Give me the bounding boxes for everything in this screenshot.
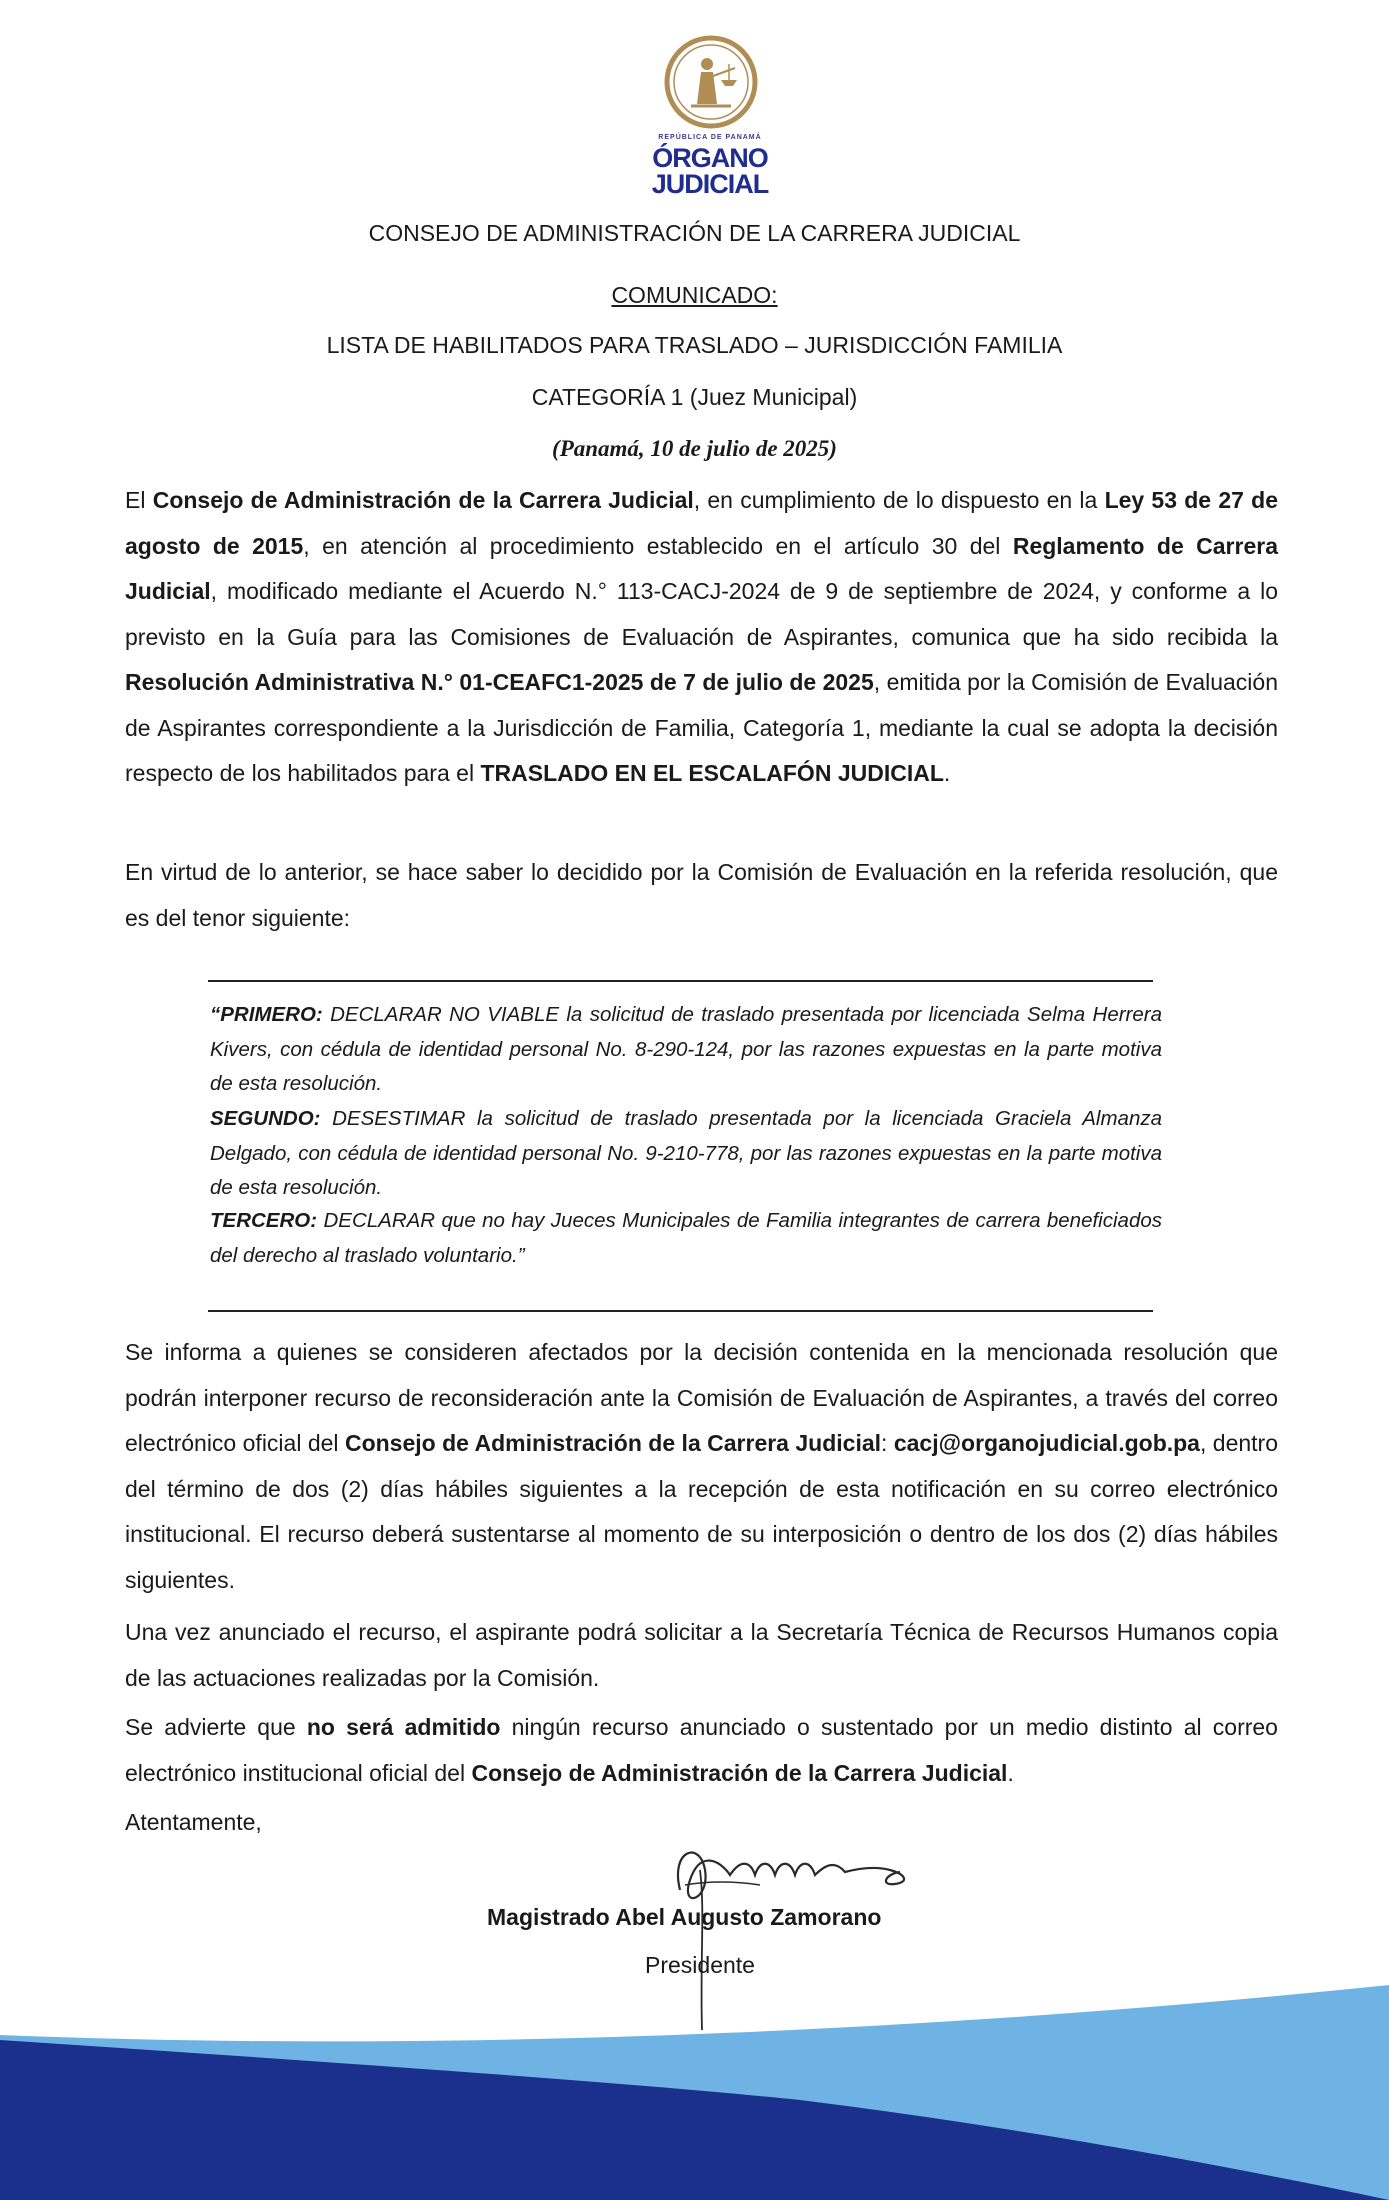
lead-in-paragraph: En virtud de lo anterior, se hace saber lo decidido por la Comisión de Evaluación en la referida resolución, que es del tenor siguiente: [125, 859, 1278, 931]
text-segment: : [881, 1430, 894, 1456]
bold-segment: TRASLADO EN EL ESCALAFÓN JUDICIAL [480, 760, 944, 786]
signatory-role: Presidente [645, 1952, 755, 1978]
copy-request-paragraph: Una vez anunciado el recurso, el aspirante podrá solicitar a la Secretaría Técnica de Recursos Humanos copia de las actuaciones realizadas por la Comisión. [125, 1619, 1278, 1691]
text-segment: Se advierte que [125, 1714, 307, 1740]
intro-paragraph [125, 478, 1278, 797]
resolution-item-primero [210, 998, 1162, 1102]
logo-republic-text: REPÚBLICA DE PANAMÁ [658, 134, 762, 141]
text-segment: , en atención al procedimiento establecido en el artículo 30 del [303, 532, 1013, 559]
text-segment: . [1007, 1759, 1014, 1786]
category-heading: CATEGORÍA 1 (Juez Municipal) [531, 384, 858, 410]
item-text: DECLARAR NO VIABLE la solicitud de traslado presentada por licenciada Selma Herrera Kivers, con cédula de identidad personal No. 8-290-124, por las razones expuestas en la parte motiva de esta resolución. [210, 1003, 1162, 1095]
bold-segment: Consejo de Administración de la Carrera Judicial [471, 1759, 1008, 1786]
text-segment: , en cumplimiento de lo dispuesto en la [693, 487, 1105, 513]
warning-paragraph [125, 1705, 1278, 1796]
text-segment: El [125, 487, 153, 513]
signatory-name: Magistrado Abel Augusto Zamorano [487, 1904, 882, 1930]
closing-salutation: Atentamente, [125, 1809, 262, 1835]
logo-name-line2: JUDICIAL [651, 169, 769, 199]
bold-segment: Resolución Administrativa N.° 01-CEAFC1-2025 de 7 de julio de 2025 [125, 669, 874, 695]
bold-segment: no será admitido [306, 1714, 501, 1740]
appeal-paragraph [125, 1330, 1278, 1603]
item-text: DESESTIMAR la solicitud de traslado presentada por la licenciada Graciela Almanza Delgado, con cédula de identidad personal No. 9-210-778, por las razones expuestas en la parte motiva de esta resolución. [210, 1107, 1162, 1199]
text-segment: , modificado mediante el Acuerdo N.° 113-CACJ-2024 de 9 de septiembre de 2024, y conforme a lo previsto en la Guía para las Comisiones de Evaluación de Aspirantes, comunica que ha sido recibida la [125, 578, 1278, 650]
bold-segment: Reglamento de Carrera Judicial [125, 532, 1278, 604]
date-line: (Panamá, 10 de julio de 2025) [552, 436, 837, 461]
text-segment: . [943, 760, 951, 786]
organo-judicial-logo [645, 34, 775, 199]
footer-wave-band [0, 1985, 1389, 2200]
bold-segment: Consejo de Administración de la Carrera Judicial [344, 1430, 882, 1456]
bold-segment: Ley 53 de 27 de agosto de 2015 [125, 487, 1278, 559]
item-label: SEGUNDO: [210, 1107, 321, 1130]
text-segment: Se informa a quienes se consideren afectados por la decisión contenida en la mencionada resolución que podrán interponer recurso de reconsideración ante la Comisión de Evaluación de Aspirantes, a través del correo electrónico oficial del [125, 1339, 1278, 1456]
quote-divider-top [208, 980, 1153, 982]
resolution-item-segundo [210, 1102, 1162, 1206]
logo-name-line1: ÓRGANO [652, 143, 768, 173]
text-segment: , dentro del término de dos (2) días hábiles siguientes a la recepción de esta notificación en su correo electrónico institucional. El recurso deberá sustentarse al momento de su interposición o dentro de los dos (2) días hábiles siguientes. [125, 1430, 1278, 1593]
item-text: DECLARAR que no hay Jueces Municipales de Familia integrantes de carrera beneficiados del derecho al traslado voluntario.” [210, 1209, 1162, 1267]
bold-segment: Consejo de Administración de la Carrera Judicial [152, 487, 694, 513]
text-segment: , emitida por la Comisión de Evaluación de Aspirantes correspondiente a la Jurisdicción de Familia, Categoría 1, mediante la cual se adopta la decisión respecto de los habilitados para el [125, 669, 1279, 786]
institution-heading: CONSEJO DE ADMINISTRACIÓN DE LA CARRERA JUDICIAL [368, 220, 1021, 246]
text-segment: ningún recurso anunciado o sustentado por un medio distinto al correo electrónico institucional oficial del [125, 1714, 1278, 1786]
item-label: “PRIMERO: [210, 1003, 323, 1026]
subject-heading: LISTA DE HABILITADOS PARA TRASLADO – JURISDICCIÓN FAMILIA [326, 332, 1063, 358]
quote-divider-bottom [208, 1310, 1153, 1312]
document-type-heading: COMUNICADO: [611, 282, 778, 308]
item-label: TERCERO: [210, 1209, 318, 1232]
resolution-item-tercero [210, 1204, 1162, 1273]
justice-seal-icon [663, 34, 759, 130]
email-address: cacj@organojudicial.gob.pa [893, 1430, 1200, 1456]
